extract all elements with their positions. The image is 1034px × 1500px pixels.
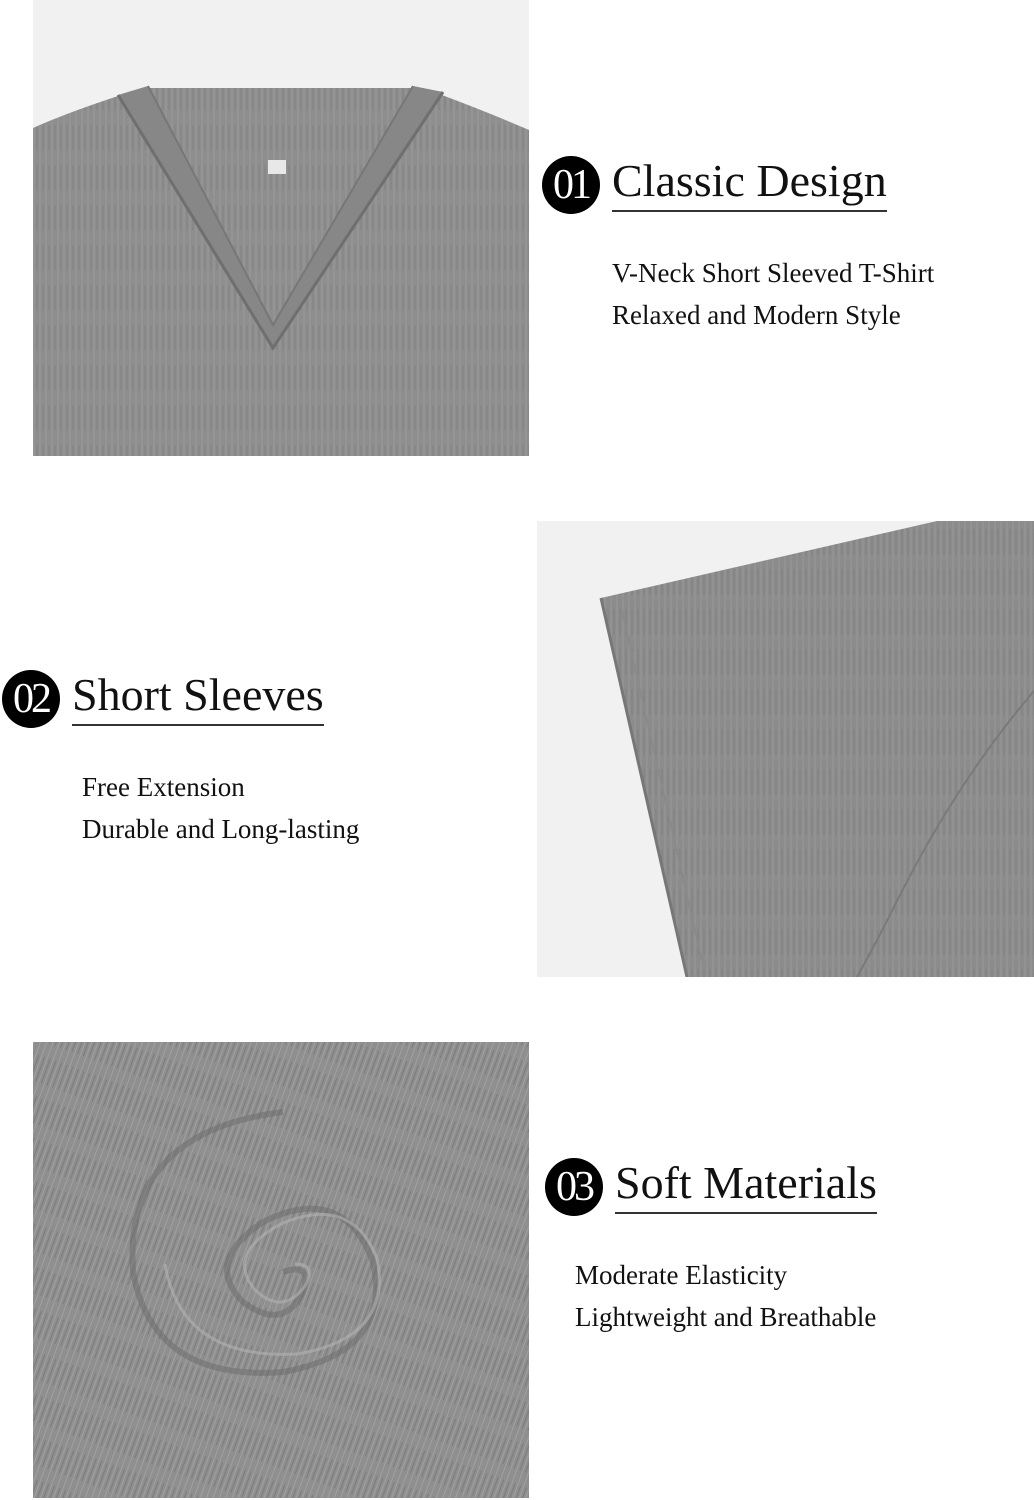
feature-line: V-Neck Short Sleeved T-Shirt xyxy=(612,258,935,288)
feature-title: Soft Materials xyxy=(615,1160,877,1214)
number-badge: 03 xyxy=(545,1158,603,1216)
feature-line: Lightweight and Breathable xyxy=(575,1302,877,1332)
feature-line: Relaxed and Modern Style xyxy=(612,300,901,330)
feature-short-sleeves xyxy=(2,670,359,850)
sleeve-hem-image xyxy=(537,521,1034,977)
size-tag-icon xyxy=(268,160,286,174)
v-neck-collar-image xyxy=(33,0,529,456)
feature-title: Short Sleeves xyxy=(72,672,324,726)
feature-classic-design xyxy=(542,156,934,336)
number-badge: 01 xyxy=(542,156,600,214)
feature-line: Free Extension xyxy=(82,772,245,802)
feature-line: Moderate Elasticity xyxy=(575,1260,788,1290)
feature-title: Classic Design xyxy=(612,158,887,212)
number-badge: 02 xyxy=(2,670,60,728)
feature-line: Durable and Long-lasting xyxy=(82,814,360,844)
feature-soft-materials xyxy=(545,1158,877,1338)
fabric-swirl-image xyxy=(33,1042,529,1498)
